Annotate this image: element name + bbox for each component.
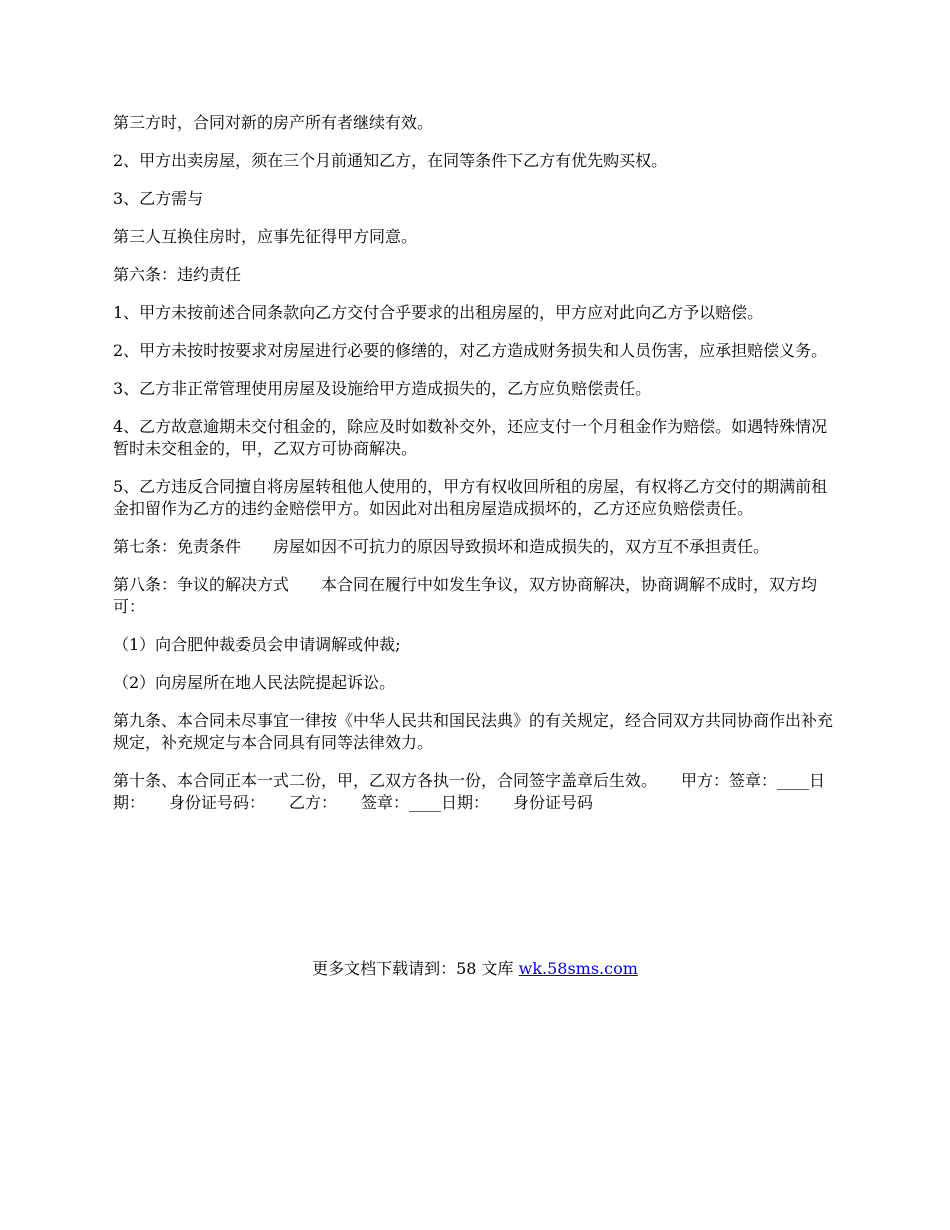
paragraph: 3、乙方非正常管理使用房屋及设施给甲方造成损失的，乙方应负赔偿责任。 [113, 379, 652, 398]
footer-text: 更多文档下载请到：58 文库 [312, 959, 519, 978]
paragraph: 第三人互换住房时，应事先征得甲方同意。 [113, 227, 418, 246]
document-body [113, 112, 840, 830]
paragraph: 第七条：免责条件 房屋如因不可抗力的原因导致损坏和造成损失的，双方互不承担责任。 [113, 537, 770, 556]
paragraph: （1）向合肥仲裁委员会申请调解或仲裁; [113, 635, 401, 654]
paragraph: 2、甲方出卖房屋，须在三个月前通知乙方，在同等条件下乙方有优先购买权。 [113, 151, 668, 170]
paragraph: 4、乙方故意逾期未交付租金的，除应及时如数补交外，还应支付一个月租金作为赔偿。如遇特殊情况暂时未交租金的，甲，乙双方可协商解决。 [113, 417, 828, 458]
footer [0, 958, 950, 980]
paragraph: 第八条：争议的解决方式 本合同在履行中如发生争议，双方协商解决，协商调解不成时，双方均可： [113, 575, 818, 616]
section-heading: 第六条：违约责任 [113, 265, 242, 284]
footer-link[interactable]: wk.58sms.com [518, 959, 638, 978]
paragraph: 3、乙方需与 [113, 189, 204, 208]
paragraph: 2、甲方未按时按要求对房屋进行必要的修缮的，对乙方造成财务损失和人员伤害，应承担赔偿义务。 [113, 341, 828, 360]
paragraph: 5、乙方违反合同擅自将房屋转租他人使用的，甲方有权收回所租的房屋，有权将乙方交付的期满前租金扣留作为乙方的违约金赔偿甲方。如因此对出租房屋造成损坏的，乙方还应负赔偿责任。 [113, 477, 828, 518]
paragraph: 第三方时，合同对新的房产所有者继续有效。 [113, 113, 434, 132]
paragraph: 第九条、本合同未尽事宜一律按《中华人民共和国民法典》的有关规定，经合同双方共同协商作出补充规定，补充规定与本合同具有同等法律效力。 [113, 711, 834, 752]
paragraph: 1、甲方未按前述合同条款向乙方交付合乎要求的出租房屋的，甲方应对此向乙方予以赔偿。 [113, 303, 764, 322]
paragraph: （2）向房屋所在地人民法院提起诉讼。 [113, 673, 396, 692]
signature-paragraph: 第十条、本合同正本一式二份，甲，乙双方各执一份，合同签字盖章后生效。 甲方：签章：____日期： 身份证号码： 乙方： 签章：____日期： 身份证号码 [113, 771, 826, 812]
